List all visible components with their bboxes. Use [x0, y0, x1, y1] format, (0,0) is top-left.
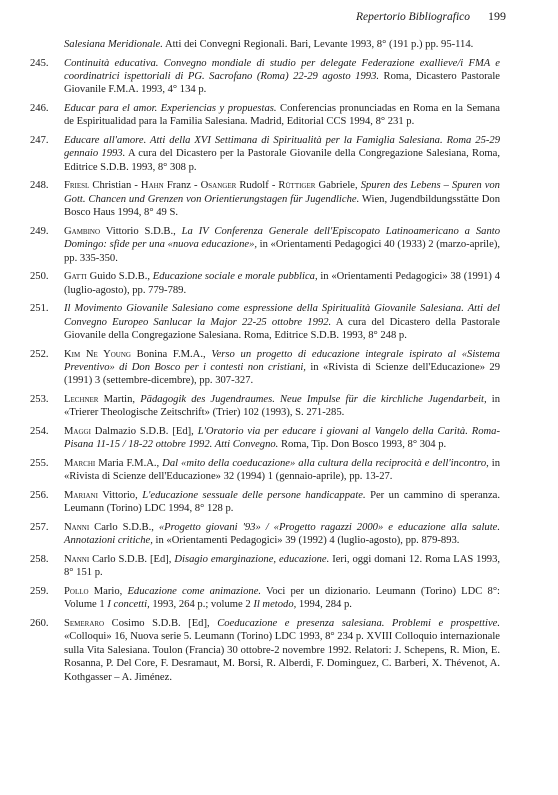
continued-entry — [30, 38, 500, 51]
entry-text — [64, 489, 500, 516]
bibliography-entry — [30, 57, 500, 97]
entry-text — [64, 270, 500, 297]
author-name: Gambino — [64, 225, 101, 237]
citation-text: Bonina F.M.A., — [130, 348, 212, 360]
citation-text: Atti dei Convegni Regionali. Bari, Levante 1993, 8° (191 p.) pp. 95-114. — [162, 39, 474, 50]
citation-text: Vittorio, — [97, 490, 143, 502]
entry-number: 245. — [30, 57, 49, 69]
author-name: Friesl — [64, 180, 90, 192]
bibliography-entry — [30, 225, 500, 265]
entry-text — [64, 457, 500, 484]
citation-text: Vittorio S.D.B., — [100, 225, 182, 237]
citation-text: Guido S.D.B., — [86, 271, 153, 283]
entry-number: 253. — [30, 394, 49, 406]
citation-text: 1993, 264 p.; volume 2 — [149, 599, 254, 611]
citation-text: Wien, Jugendbildungsstätte Don Bosco Haus 1994, 8° 49 S. — [64, 193, 500, 219]
author-name: Marchi — [64, 458, 96, 470]
entry-number: 256. — [30, 490, 49, 502]
title-text: Il metodo, — [253, 599, 297, 611]
entry-number: 252. — [30, 348, 49, 360]
citation-text: Dalmazio S.D.B. [Ed], — [90, 426, 198, 438]
entry-number: 258. — [30, 554, 49, 566]
citation-text: Cosimo S.D.B. [Ed], — [104, 618, 218, 630]
citation-text: Maria F.M.A., — [95, 458, 163, 470]
title-text: Spuren des Lebens – Spuren von Gott. Chancen und Grenzen von Orientierungstagen für Jugendliche. — [64, 180, 500, 205]
entry-text — [64, 585, 500, 612]
title-text: Pädagogik des Jugendraumes. Neue Impulse für die kirchliche Jugendarbeit, — [140, 394, 487, 406]
bibliography-entry — [30, 393, 500, 420]
title-text: Salesiana Meridionale. — [64, 39, 163, 50]
title-text: «Progetto giovani '93» / «Progetto ragazzi 2000» e educazione alla salute. Annotazioni critiche, — [64, 522, 501, 547]
bibliography-entry — [30, 457, 500, 484]
bibliography-list — [30, 38, 500, 689]
citation-text: Rudolf - — [236, 180, 279, 192]
citation-text: in «Rivista di Scienze dell'Educazione» 32 (1994) 1 (gennaio-aprile), pp. 13-27. — [64, 458, 500, 483]
bibliography-entry — [30, 270, 500, 297]
entry-number: 257. — [30, 522, 49, 534]
author-name: Osanger — [200, 180, 237, 192]
title-text: La IV Conferenza Generale dell'Episcopato Latinoamericano a Santo Domingo: sfide per una «nuova educazione», — [64, 225, 500, 251]
citation-text: 1994, 284 p. — [296, 599, 352, 611]
title-text: L'Oratorio via per educare i giovani al Vangelo della Carità. Roma-Pisana 11-15 / 18-22 ottobre 1992. Atti Convegno. — [64, 426, 501, 451]
citation-text: Conferencias pronunciadas en Roma en la Semana de Espiritualidad para la Familia Salesiana. Madrid, Editorial CCS 1994, 8° 231 p. — [64, 103, 501, 128]
bibliography-entry — [30, 489, 500, 516]
title-text: Verso un progetto di educazione integrale ispirato al «Sistema Preventivo» di Don Bosco per i contesti non cristiani, — [64, 348, 500, 374]
title-text: Educazione come animazione. — [127, 586, 262, 598]
running-head — [356, 9, 506, 24]
entry-number: 249. — [30, 225, 49, 237]
entry-number: 260. — [30, 618, 49, 630]
bibliography-entry — [30, 348, 500, 388]
title-text: Disagio emarginazione, educazione. — [174, 554, 330, 566]
entry-text — [64, 521, 500, 548]
entry-number: 251. — [30, 303, 49, 315]
entry-number: 255. — [30, 458, 49, 470]
citation-text: in «Orientamenti Pedagogici» 38 (1991) 4 (luglio-agosto), pp. 779-789. — [64, 271, 500, 296]
entry-text — [64, 425, 500, 452]
bibliography-entry — [30, 521, 500, 548]
citation-text: A cura del Dicastero della Pastorale Giovanile della Congregazione Salesiana. Roma, Editrice S.D.B. 1993, 8° 248 p. — [64, 316, 500, 342]
citation-text: Carlo S.D.B. [Ed], — [89, 554, 175, 566]
title-text: Educar para el amor. Experiencias y propuestas. — [64, 103, 277, 114]
title-text: I concetti, — [107, 599, 150, 611]
bibliography-entry — [30, 134, 500, 174]
entry-number: 246. — [30, 103, 49, 114]
title-text: L'educazione sessuale delle persone handicappate. — [142, 490, 366, 502]
citation-text: Martin, — [98, 394, 141, 406]
citation-text: Christian - — [89, 180, 141, 192]
title-text: Coeducazione e presenza salesiana. Problemi e prospettive. — [217, 618, 500, 630]
citation-text: in «Orientamenti Pedagogici 40 (1933) 2 (marzo-aprile), pp. 335-350. — [64, 239, 501, 264]
author-name: Hahn — [140, 180, 164, 192]
title-text: Il Movimento Giovanile Salesiano come espressione della Spiritualità Giovanile Salesiana. Atti del Convegno Europeo Sanlucar la Major 22-25 ottobre 1992. — [64, 303, 500, 328]
author-name: Pollo — [64, 586, 89, 598]
bibliography-entry — [30, 102, 500, 129]
citation-text: Carlo S.D.B., — [89, 522, 159, 534]
entry-text — [64, 553, 500, 580]
title-text: Educare all'amore. Atti della XVI Settimana di Spiritualità per la Famiglia Salesiana. Roma 25-29 gennaio 1993. — [64, 135, 500, 160]
page-number: 199 — [488, 9, 506, 23]
author-name: Semeraro — [64, 618, 105, 630]
entry-text — [64, 134, 500, 174]
citation-text: Roma, Tip. Don Bosco 1993, 8° 304 p. — [278, 439, 447, 451]
bibliography-entry — [30, 553, 500, 580]
citation-text: Voci per un dizionario. Leumann (Torino) LDC 8°: Volume 1 — [64, 586, 501, 611]
citation-text: Per un cammino di speranza. Leumann (Torino) LDC 1994, 8° 128 p. — [64, 490, 500, 515]
entry-text — [64, 102, 500, 129]
author-name: Lechner — [64, 394, 99, 406]
entry-text — [64, 179, 500, 219]
citation-text: «Colloqui» 16, Nuova serie 5. Leumann (Torino) LDC 1993, 8° 234 p. XVIII Colloquio internazionale sulla Vita Salesiana. Toulon (Francia) 30 ottobre-2 novembre 1992. Relatori: J. Schepens, R. Mion, E. Rosanna, P. Del Core, F. Desramaut, M. Borsi, R. Alberdi, F. Dominguez, C. Barberi, X. Thévenot, A. Kothgasser – A. Jiménez. — [64, 631, 500, 683]
bibliography-entry — [30, 617, 500, 684]
bibliography-entry — [30, 585, 500, 612]
running-title: Repertorio Bibliografico — [355, 11, 470, 23]
entry-number: 247. — [30, 135, 49, 146]
author-name: Nanni — [64, 522, 90, 534]
entry-text — [64, 393, 500, 420]
citation-text: in «Orientamenti Pedagogici» 39 (1992) 4 (luglio-agosto), pp. 879-893. — [152, 535, 460, 547]
entry-text — [64, 348, 500, 388]
author-name: Nanni — [64, 554, 90, 566]
entry-number: 254. — [30, 426, 49, 438]
bibliography-entry — [30, 302, 500, 342]
entry-text — [64, 57, 500, 97]
title-text: Educazione sociale e morale pubblica, — [152, 271, 318, 283]
citation-text: in «Rivista di Scienze dell'Educazione» 29 (1991) 3 (settembre-dicembre), pp. 307-327. — [64, 362, 500, 387]
bibliography-entry — [30, 425, 500, 452]
author-name: Maggi — [64, 426, 91, 438]
author-name: Kim Ne Young — [64, 348, 131, 360]
author-name: Mariani — [64, 490, 98, 502]
title-text: Continuità educativa. Convegno mondiale di studio per delegate Federazione exallieve/i FMA e coordinatrici ispettoriali di PG. Sacrofano (Roma) 22-29 agosto 1993. — [64, 57, 500, 82]
citation-text: Roma, Dicastero Pastorale Giovanile F.M.A. 1993, 4° 134 p. — [64, 71, 500, 96]
entry-number: 259. — [30, 586, 49, 598]
entry-number: 248. — [30, 180, 49, 192]
author-name: Rüttiger — [278, 180, 316, 192]
citation-text: A cura del Dicastero per la Pastorale Giovanile della Congregazione Salesiana, Roma, Editrice S.D.B. 1993, 8° 308 p. — [64, 148, 500, 173]
title-text: Dal «mito della coeducazione» alla cultura della reciprocità e dell'incontro, — [162, 458, 489, 470]
entry-text — [64, 617, 500, 684]
citation-text: Mario, — [88, 586, 128, 598]
citation-text: Ieri, oggi domani 12. Roma LAS 1993, 8° 151 p. — [64, 554, 501, 579]
entry-text — [64, 225, 500, 265]
author-name: Gatti — [64, 271, 87, 283]
citation-text: Gabriele, — [315, 180, 361, 192]
entry-number: 250. — [30, 271, 49, 283]
citation-text: in «Trierer Theologische Zeitschrift» (Trier) 102 (1993), S. 271-285. — [64, 394, 500, 419]
citation-text: Franz - — [163, 180, 201, 192]
entry-text — [64, 302, 500, 342]
bibliography-entry — [30, 179, 500, 219]
